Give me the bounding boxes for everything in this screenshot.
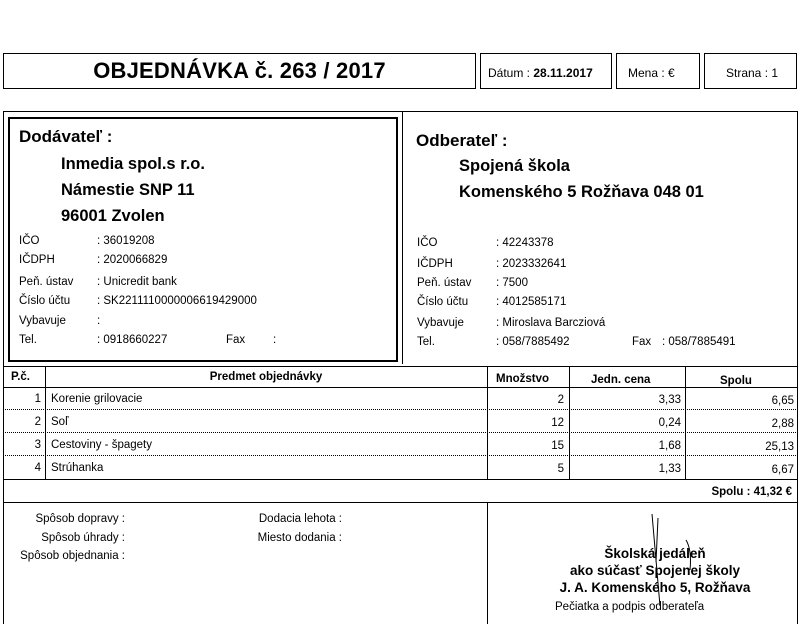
transport-method-label: Spôsob dopravy : — [35, 513, 125, 525]
page-value: 1 — [771, 66, 779, 80]
stamp-line-2: ako súčasť Spojenej školy — [569, 563, 741, 578]
table-row-2-price: 0,24 — [658, 417, 681, 429]
customer-account-value: : 4012585171 — [496, 296, 567, 308]
footer-divider — [487, 502, 488, 624]
table-row-1-total: 6,65 — [771, 395, 794, 407]
supplier-box — [8, 117, 398, 362]
customer-fax-value: : 058/7885491 — [662, 336, 736, 348]
supplier-tel-label: Tel. — [19, 334, 37, 346]
customer-ico-label: IČO — [417, 237, 438, 249]
payment-method-label: Spôsob úhrady : — [41, 532, 125, 544]
customer-bank-label: Peň. ústav — [417, 277, 472, 289]
currency-value: € — [668, 66, 675, 80]
customer-ico-value: : 42243378 — [496, 237, 554, 249]
signature-mark — [640, 510, 720, 610]
customer-icdph-label: IČDPH — [417, 258, 453, 270]
customer-name: Spojená škola — [459, 157, 570, 175]
customer-tel-value: : 058/7885492 — [496, 336, 570, 348]
col-header-unit-price: Jedn. cena — [591, 374, 651, 386]
page-label: Strana : — [726, 66, 769, 80]
table-row-3-total: 25,13 — [765, 441, 794, 453]
table-row-4-qty: 5 — [557, 463, 564, 475]
customer-account-label: Číslo účtu — [417, 296, 469, 308]
delivery-place-label: Miesto dodania : — [257, 532, 342, 544]
supplier-contact-value: : — [97, 315, 101, 327]
table-row-4-price: 1,33 — [658, 463, 681, 475]
col-divider-item — [487, 366, 488, 479]
table-row-3-item: Cestoviny - špagety — [51, 439, 152, 451]
supplier-fax-value: : — [273, 334, 277, 346]
delivery-term-label: Dodacia lehota : — [258, 513, 342, 525]
customer-fax-label: Fax — [632, 336, 652, 348]
page-field — [726, 66, 778, 80]
sum-line — [3, 502, 798, 503]
table-row-2-item: Soľ — [51, 416, 69, 428]
stamp-line-3: J. A. Komenského 5, Rožňava — [559, 580, 751, 595]
table-row-2-qty: 12 — [551, 417, 564, 429]
table-row-2-no: 2 — [34, 416, 41, 428]
customer-bank-value: : 7500 — [496, 277, 528, 289]
supplier-icdph-label: IČDPH — [19, 254, 55, 266]
col-header-no: P.č. — [11, 371, 30, 383]
currency-field — [628, 66, 675, 80]
stamp-line-1: Školská jedáleň — [604, 546, 706, 561]
ordering-method-label: Spôsob objednania : — [20, 550, 125, 562]
table-row-1-price: 3,33 — [658, 394, 681, 406]
table-row-1-item: Korenie grilovacie — [51, 393, 143, 405]
supplier-city: 96001 Zvolen — [61, 207, 165, 225]
table-row-line-1 — [3, 409, 798, 410]
col-header-item: Predmet objednávky — [209, 371, 323, 383]
supplier-contact-label: Vybavuje — [19, 315, 66, 327]
supplier-tel-value: : 0918660227 — [97, 334, 168, 346]
supplier-icdph-value: : 2020066829 — [97, 254, 168, 266]
date-value: 28.11.2017 — [533, 66, 593, 80]
table-row-4-total: 6,67 — [771, 464, 794, 476]
supplier-account-value: : SK2211110000006619429000 — [97, 295, 257, 307]
table-row-3-no: 3 — [34, 439, 41, 451]
date-label: Dátum : — [488, 66, 531, 80]
order-total-label: Spolu : — [711, 486, 751, 498]
supplier-name: Inmedia spol.s r.o. — [61, 155, 205, 173]
col-header-qty: Množstvo — [496, 373, 550, 385]
supplier-account-label: Číslo účtu — [19, 295, 71, 307]
customer-heading: Odberateľ : — [416, 131, 508, 150]
supplier-heading: Dodávateľ : — [19, 127, 113, 146]
table-row-1-no: 1 — [34, 393, 41, 405]
table-row-3-price: 1,68 — [658, 440, 681, 452]
signature-caption: Pečiatka a podpis odberateľa — [555, 601, 705, 613]
table-header-line — [3, 387, 798, 388]
customer-tel-label: Tel. — [417, 336, 435, 348]
col-divider-price — [685, 366, 686, 479]
customer-icdph-value: : 2023332641 — [496, 258, 567, 270]
currency-label: Mena : — [628, 66, 665, 80]
table-row-line-3 — [3, 455, 798, 456]
table-bottom-line — [3, 479, 798, 480]
table-row-line-2 — [3, 432, 798, 433]
table-row-3-qty: 15 — [551, 440, 564, 452]
col-header-total: Spolu — [720, 375, 752, 387]
customer-contact-value: : Miroslava Barcziová — [496, 317, 606, 329]
supplier-fax-label: Fax — [226, 334, 246, 346]
table-row-4-item: Strúhanka — [51, 462, 104, 474]
supplier-ico-value: : 36019208 — [97, 235, 155, 247]
table-row-1-qty: 2 — [557, 394, 564, 406]
table-row-4-no: 4 — [34, 462, 41, 474]
supplier-bank-value: : Unicredit bank — [97, 276, 177, 288]
col-divider-qty — [569, 366, 570, 479]
supplier-bank-label: Peň. ústav — [19, 276, 74, 288]
party-divider — [402, 111, 403, 364]
supplier-ico-label: IČO — [19, 235, 40, 247]
table-top-line — [3, 366, 798, 367]
supplier-street: Námestie SNP 11 — [61, 181, 195, 199]
document-title: OBJEDNÁVKA č. 263 / 2017 — [93, 58, 386, 83]
customer-contact-label: Vybavuje — [417, 317, 464, 329]
order-total-value: 41,32 € — [753, 486, 792, 498]
date-field — [488, 66, 593, 80]
order-total — [711, 486, 792, 498]
customer-address: Komenského 5 Rožňava 048 01 — [459, 183, 704, 201]
table-row-2-total: 2,88 — [771, 418, 794, 430]
